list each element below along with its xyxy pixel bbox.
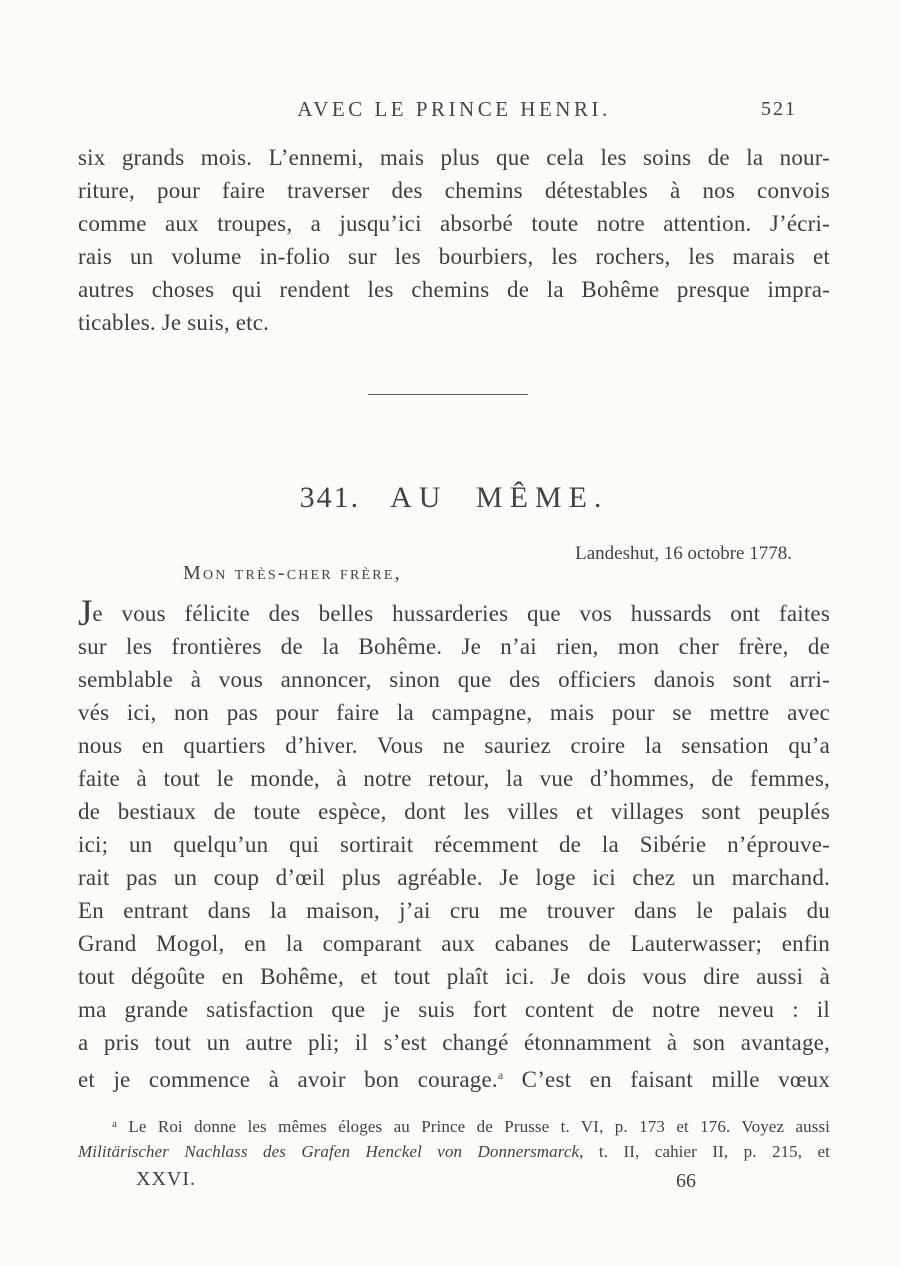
letter-title: AU MÊME.	[390, 481, 609, 514]
text-line: vés ici, non pas pour faire la campagne, mais pour se mettre avec	[78, 700, 830, 725]
text-line: de bestiaux de toute espèce, dont les villes et villages sont peuplés	[78, 799, 830, 824]
footnote-line	[78, 1138, 830, 1166]
dateline: Landeshut, 16 octobre 1778.	[575, 543, 792, 564]
text-line	[78, 1059, 830, 1092]
section-divider	[368, 394, 528, 395]
text-line: faite à tout le monde, à notre retour, la vue d’hommes, de femmes,	[78, 766, 830, 791]
first-line-text: e vous félicite des belles hussarderies que vos hussards ont faites	[92, 601, 830, 626]
sheet-number: 66	[676, 1170, 696, 1192]
text-line: ticables. Je suis, etc.	[78, 310, 270, 335]
text-line: tout dégoûte en Bohême, et tout plaît ici. Je dois vous dire aussi à	[78, 964, 830, 989]
paragraph-continuation	[78, 141, 830, 339]
footnote-marker: a	[112, 1118, 117, 1130]
letter-heading	[78, 481, 830, 515]
letter-number: 341.	[299, 481, 361, 514]
drop-cap-initial: J	[78, 593, 93, 634]
text-line: rais un volume in-folio sur les bourbiers, les rochers, les marais et	[78, 244, 830, 269]
footnote-text: , t. II, cahier II, p. 215, et	[579, 1142, 830, 1161]
text-line: comme aux troupes, a jusqu’ici absorbé toute notre attention. J’écri-	[78, 211, 830, 236]
text-line: autres choses qui rendent les chemins de la Bohême presque impra-	[78, 277, 830, 302]
text-line	[78, 593, 830, 634]
salutation: Mon très-cher frère,	[183, 562, 402, 584]
footnote-line	[78, 1110, 830, 1138]
letter-body	[78, 593, 831, 1092]
text-line: En entrant dans la maison, j’ai cru me trouver dans le palais du	[78, 898, 830, 923]
text-line: ma grande satisfaction que je suis fort content de notre neveu : il	[78, 997, 830, 1022]
text-line: rait pas un coup d’œil plus agréable. Je loge ici chez un marchand.	[78, 865, 830, 890]
text-line: ici; un quelqu’un qui sortirait récemment de la Sibérie n’éprouve-	[78, 832, 830, 857]
text-line: Grand Mogol, en la comparant aux cabanes de Lauterwasser; enfin	[78, 931, 830, 956]
last-line-text: et je commence à avoir bon courage.	[78, 1067, 498, 1092]
text-line: a pris tout un autre pli; il s’est changé étonnamment à son avantage,	[78, 1030, 830, 1055]
last-line-text: C’est en faisant mille vœux	[521, 1067, 831, 1092]
text-line: six grands mois. L’ennemi, mais plus que cela les soins de la nour-	[78, 145, 830, 170]
footnote-reference: a	[497, 1068, 504, 1082]
text-line: sur les frontières de la Bohême. Je n’ai rien, mon cher frère, de	[78, 634, 830, 659]
text-line: riture, pour faire traverser des chemins détestables à nos convois	[78, 178, 830, 203]
page-header	[78, 97, 830, 125]
footnote	[78, 1110, 830, 1166]
page-footer	[78, 1168, 830, 1198]
footnote-work-title: Militärischer Nachlass des Grafen Henckel von Donnersmarck	[78, 1142, 580, 1161]
volume-signature: XXVI.	[136, 1168, 196, 1190]
text-line: semblable à vous annoncer, sinon que des officiers danois sont arri-	[78, 667, 830, 692]
text-line: nous en quartiers d’hiver. Vous ne sauriez croire la sensation qu’a	[78, 733, 830, 758]
page-number: 521	[761, 98, 797, 120]
running-title: AVEC LE PRINCE HENRI.	[297, 97, 611, 121]
footnote-text: Le Roi donne les mêmes éloges au Prince de Prusse t. VI, p. 173 et 176. Voyez aussi	[128, 1117, 830, 1136]
